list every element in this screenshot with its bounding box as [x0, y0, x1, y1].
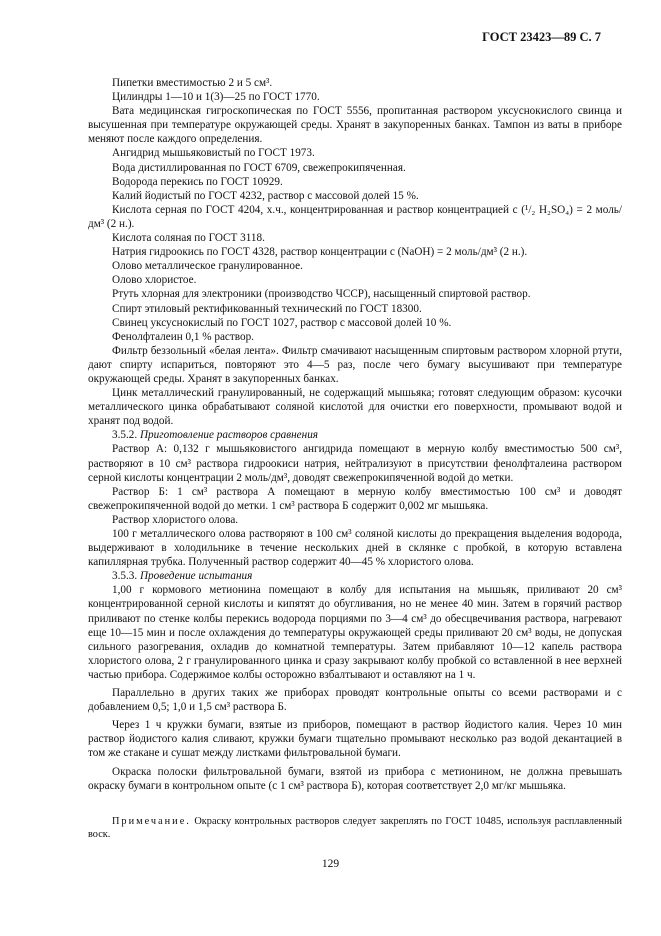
- reagent-item: Кислота соляная по ГОСТ 3118.: [112, 232, 265, 245]
- solution-b-paragraph: Раствор Б: 1 см³ раствора А помещают в мерную колбу вместимостью 100 см³ и доводят свежепрокипяченной водой до метки. 1 см³ раствора Б содержит 0,002 мг мышьяка.: [88, 485, 622, 512]
- paper-treatment-paragraph: Через 1 ч кружки бумаги, взятые из приборов, помещают в раствор йодистого калия. Через 10 мин раствор йодистого калия сливают, кружки бумаги тщательно промывают несколько раз водой декантацией в том же стакане и сушат между листками фильтровальной бумаги.: [88, 719, 622, 760]
- reagent-list: [88, 76, 622, 428]
- reagent-item: Ртуть хлорная для электроники (производство ЧССР), насыщенный спиртовой раствор.: [112, 288, 531, 301]
- reagent-item: Олово металлическое гранулированное.: [112, 260, 303, 273]
- test-procedure-paragraph: 1,00 г кормового метионина помещают в колбу для испытания на мышьяк, приливают 20 см³ концентрированной серной кислоты и кипятят до обугливания, но не менее 40 мин. Затем в горячий раствор приливают по стенке колбы перекись водорода порциями по 3—4 см³ до обесцвечивания раствора, нагревают еще 10—15 мин и после охлаждения до температуры окружающей среды приливают 20 см³ воды, не допуская сильного разогревания, охладив до комнатной температуры. Затем прибавляют 10—12 капель раствора хлористого олова, 2 г гранулированного цинка и сразу закрывают колбу пробкой со вставленной в нее верхней частью прибора. Содержимое колбы осторожно взбалтывают и оставляют на 1 ч.: [88, 584, 622, 681]
- reagent-item: Олово хлористое.: [112, 274, 197, 287]
- reagent-item: Фильтр беззольный «белая лента». Фильтр смачивают насыщенным спиртовым раствором хлорной ртути, дают спирту испариться, повторяют это 4—5 раз, после чего бумагу высушивают при температуре окружающей среды. Хранят в закупоренных банках.: [88, 344, 622, 385]
- reagent-item: Кислота серная по ГОСТ 4204, х.ч., концентрированная и раствор концентрацией c (¹/₂ H₂SO₄) = 2 моль/дм³ (2 н.).: [88, 203, 622, 230]
- reagent-item: Фенолфталеин 0,1 % раствор.: [112, 330, 254, 343]
- reagent-item: Свинец уксуснокислый по ГОСТ 1027, раствор с массовой долей 10 %.: [112, 316, 452, 329]
- section-number: 3.5.3.: [112, 570, 138, 583]
- reagent-item: Натрия гидроокись по ГОСТ 4328, раствор концентрации c (NaOH) = 2 моль/дм³ (2 н.).: [112, 246, 528, 259]
- section-number: 3.5.2.: [112, 429, 138, 442]
- reagent-item: Спирт этиловый ректификованный технический по ГОСТ 18300.: [112, 302, 422, 315]
- section-title: Приготовление растворов сравнения: [139, 429, 318, 442]
- page-content: [88, 76, 622, 841]
- section-352-heading: [88, 428, 622, 442]
- reagent-item: Цинк металлический гранулированный, не содержащий мышьяка; готовят следующим образом: кусочки металлического цинка обрабатывают соляной кислотой для очистки его поверхности, промывают водой и хранят под водой.: [88, 387, 622, 428]
- note: [88, 815, 622, 841]
- note-label: Примечание.: [112, 815, 191, 827]
- page-number: 129: [321, 858, 340, 870]
- section-title: Проведение испытания: [139, 570, 253, 583]
- reagent-item: Цилиндры 1—10 и 1(3)—25 по ГОСТ 1770.: [112, 91, 320, 104]
- reagent-item: Вода дистиллированная по ГОСТ 6709, свежепрокипяченная.: [112, 161, 406, 174]
- tin-solution-title: Раствор хлористого олова.: [112, 513, 239, 526]
- page-header: ГОСТ 23423—89 С. 7: [482, 30, 601, 44]
- reagent-item: Пипетки вместимостью 2 и 5 см³.: [112, 77, 273, 89]
- solution-a-paragraph: Раствор А: 0,132 г мышьяковистого ангидрида помещают в мерную колбу вместимостью 500 см³, растворяют в 10 см³ раствора гидроокиси натрия, нейтрализуют в присутствии фенолфталеина раствором серной кислоты концентрации 2 моль/дм³, доводят свежепрокипяченной водой до метки.: [88, 443, 622, 484]
- section-353-heading: [88, 569, 622, 583]
- result-criterion-paragraph: Окраска полоски фильтровальной бумаги, взятой из прибора с метионином, не должна превышать окраску бумаги в контрольном опыте (с 1 см³ раствора Б), которая соответствует 2,0 мг/кг мышьяка.: [88, 765, 622, 792]
- reagent-item: Вата медицинская гигроскопическая по ГОСТ 5556, пропитанная раствором уксуснокислого свинца и высушенная при температуре окружающей среды. Хранят в закупоренных банках. Тампон из ваты в приборе меняют после каждого определения.: [88, 105, 622, 146]
- tin-solution-paragraph: 100 г металлического олова растворяют в 100 см³ соляной кислоты до прекращения выделения водорода, выдерживают в холодильнике в течение нескольких дней в склянке с пробкой, в которую вставлена капиллярная трубка. Полученный раствор содержит 40—45 % хлористого олова.: [88, 528, 622, 569]
- reagent-item: Калий йодистый по ГОСТ 4232, раствор с массовой долей 15 %.: [112, 189, 419, 202]
- control-test-paragraph: Параллельно в других таких же приборах проводят контрольные опыты со всеми растворами и с добавлением 0,5; 1,0 и 1,5 см³ раствора Б.: [88, 687, 622, 714]
- reagent-item: Водорода перекись по ГОСТ 10929.: [112, 175, 283, 188]
- note-text: Окраску контрольных растворов следует закреплять по ГОСТ 10485, используя расплавленный воск.: [88, 815, 622, 840]
- reagent-item: Ангидрид мышьяковистый по ГОСТ 1973.: [112, 147, 315, 160]
